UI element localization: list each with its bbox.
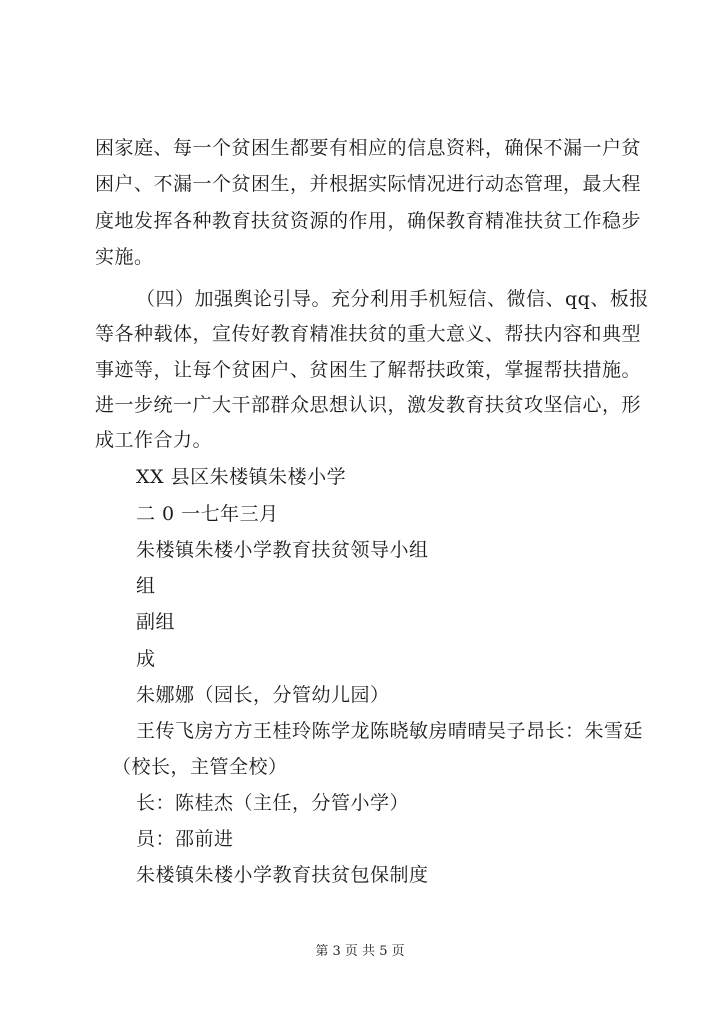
paragraph-line: 事迹等，让每个贫困户、贫困生了解帮扶政策，掌握帮扶措施。 [95, 359, 642, 381]
paragraph-line: 困户、不漏一个贫困生，并根据实际情况进行动态管理，最大程 [95, 173, 642, 195]
text-line: 副组 [136, 611, 176, 633]
paragraph-line: 进一步统一广大干部群众思想认识，激发教育扶贫攻坚信心，形 [95, 394, 642, 416]
text-line: 员：邵前进 [136, 828, 234, 850]
text-line: 王传飞房方方王桂玲陈学龙陈晓敏房晴晴吴子昂长：朱雪廷 [136, 720, 644, 742]
text-line: 长：陈桂杰（主任，分管小学） [136, 792, 410, 814]
text-line: 成 [136, 648, 156, 670]
school-name: XX 县区朱楼镇朱楼小学 [136, 466, 347, 488]
section-heading: 朱楼镇朱楼小学教育扶贫包保制度 [136, 864, 429, 886]
paragraph-line: 实施。 [95, 246, 154, 268]
document-date: 二 0 一七年三月 [136, 503, 279, 525]
section-heading: 朱楼镇朱楼小学教育扶贫领导小组 [136, 539, 429, 561]
paragraph-line: 度地发挥各种教育扶贫资源的作用，确保教育精准扶贫工作稳步 [95, 210, 642, 232]
text-line: 朱娜娜（园长，分管幼儿园） [136, 684, 390, 706]
paragraph-line: （四）加强舆论引导。充分利用手机短信、微信、qq、板报 [136, 288, 649, 310]
paragraph-line: 成工作合力。 [95, 429, 213, 451]
text-line: （校长，主管全校） [112, 756, 288, 778]
text-line: 组 [136, 575, 156, 597]
paragraph-line: 困家庭、每一个贫困生都要有相应的信息资料，确保不漏一户贫 [95, 137, 642, 159]
page-number-footer: 第 3 页 共 5 页 [315, 944, 405, 959]
paragraph-line: 等各种载体，宣传好教育精准扶贫的重大意义、帮扶内容和典型 [95, 323, 642, 345]
